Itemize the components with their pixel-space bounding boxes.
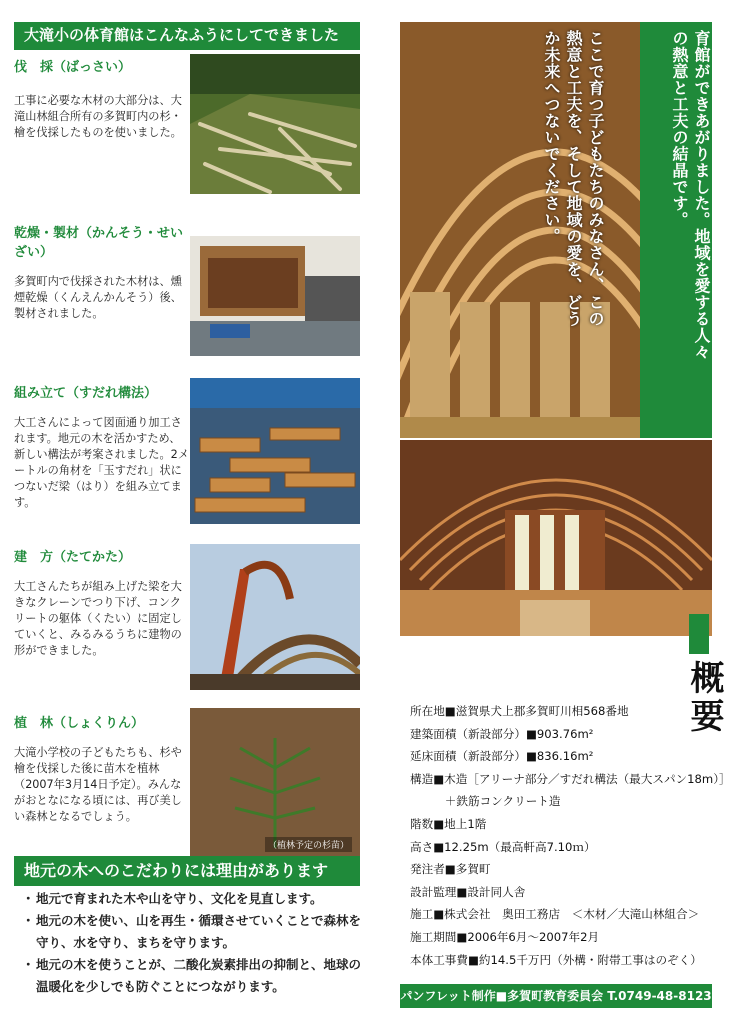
message-1: 多賀町の山の木をふんだんに使い、立派な体育館ができあがりました。地域を愛する人々の熱意と工夫の結晶です。: [670, 30, 733, 360]
spec-structure-cont: ＋鉄筋コンクリート造: [410, 794, 561, 809]
step-planting: [14, 712, 190, 825]
step-title: 植 林（しょくりん）: [14, 716, 145, 731]
spec-list: [410, 700, 731, 971]
step-felling: [14, 56, 190, 141]
bullet: ・: [22, 957, 35, 972]
step-text: 大工さんたちが組み上げた梁を大きなクレーンでつり下げ、コンクリートの躯体（くたい）に固定していくと、みるみるうちに建物の形ができました。: [14, 580, 182, 657]
reason-text: 地元の木を使うことが、二酸化炭素排出の抑制と、地球の温暖化を少しでも防ぐことにつながります。: [36, 957, 362, 994]
section-marker: [689, 614, 709, 654]
spec-height: 高さ■12.25m（最高軒高7.10ｍ）: [410, 839, 596, 854]
bullet: ・: [22, 913, 35, 928]
step-text: 大工さんによって図面通り加工されます。地元の木を活かすため、新しい構法が考案されました。2メートルの角材を「玉すだれ」状につないだ梁（はり）を組み立てます。: [14, 416, 189, 509]
spec-structure: 構造■木造［アリーナ部分／すだれ構法（最大スパン18m）］: [410, 771, 731, 786]
process-header: 大滝小の体育館はこんなふうにしてできました: [14, 22, 360, 50]
spec-contractor: 施工■株式会社 奥田工務店 ＜木材／大滝山林組合＞: [410, 907, 700, 922]
bullet: ・: [22, 891, 35, 906]
spec-period: 施工期間■2006年6月〜2007年2月: [410, 929, 600, 944]
photo-caption: （植林予定の杉苗）: [265, 837, 352, 852]
spec-building-area: 建築面積（新設部分）■903.76m²: [410, 726, 594, 741]
crane-photo: [190, 544, 360, 690]
step-assembly: [14, 382, 190, 511]
step-title: 組み立て（すだれ構法）: [14, 386, 158, 401]
assembly-photo: [190, 378, 360, 524]
step-text: 大滝小学校の子どもたちも、杉や檜を伐採した後に苗木を植林（2007年3月14日予定）。みんながおとなになる頃には、再び美しい森林となるでしょう。: [14, 746, 182, 823]
spec-floors: 階数■地上1階: [410, 816, 487, 831]
step-title: 乾燥・製材（かんそう・せいざい）: [14, 226, 184, 260]
spec-location: 所在地■滋賀県犬上郡多賀町川相568番地: [410, 704, 629, 718]
step-text: 多賀町内で伐採された木材は、燻煙乾燥（くんえんかんそう）後、製材されました。: [14, 275, 182, 320]
spec-designer: 設計監理■設計同人舎: [410, 884, 526, 899]
footer-credit: パンフレット制作■多賀町教育委員会 T.0749-48-8123: [400, 984, 712, 1008]
reasons-header: 地元の木へのこだわりには理由があります: [14, 856, 360, 886]
step-erection: [14, 546, 190, 659]
gym-interior-photo: [400, 440, 712, 636]
reason-item: [22, 954, 367, 998]
felling-photo: [190, 54, 360, 194]
spec-client: 発注者■多賀町: [410, 862, 491, 877]
sawmill-photo: [190, 236, 360, 356]
reasons-list: [22, 888, 367, 998]
step-text: 工事に必要な木材の大部分は、大滝山林組合所有の多賀町内の杉・檜を伐採したものを使いました。: [14, 94, 182, 139]
step-drying: [14, 222, 190, 322]
seedling-photo: [190, 708, 360, 856]
overview-title: 概要: [684, 660, 724, 736]
reason-text: 地元で育まれた木や山を守り、文化を見直します。: [36, 891, 323, 906]
step-title: 伐 採（ばっさい）: [14, 60, 132, 75]
message-2: ここで育つ子どもたちのみなさん、この熱意と工夫を、そして地域の愛を、どうか未来へつないでください。: [542, 30, 605, 327]
reason-item: [22, 910, 367, 954]
reason-text: 地元の木を使い、山を再生・循環させていくことで森林を守り、水を守り、まちを守ります。: [36, 913, 362, 950]
reason-item: [22, 888, 367, 910]
spec-cost: 本体工事費■約14.5千万円（外構・附帯工事はのぞく）: [410, 952, 702, 967]
step-title: 建 方（たてかた）: [14, 550, 132, 565]
spec-floor-area: 延床面積（新設部分）■836.16m²: [410, 749, 594, 764]
